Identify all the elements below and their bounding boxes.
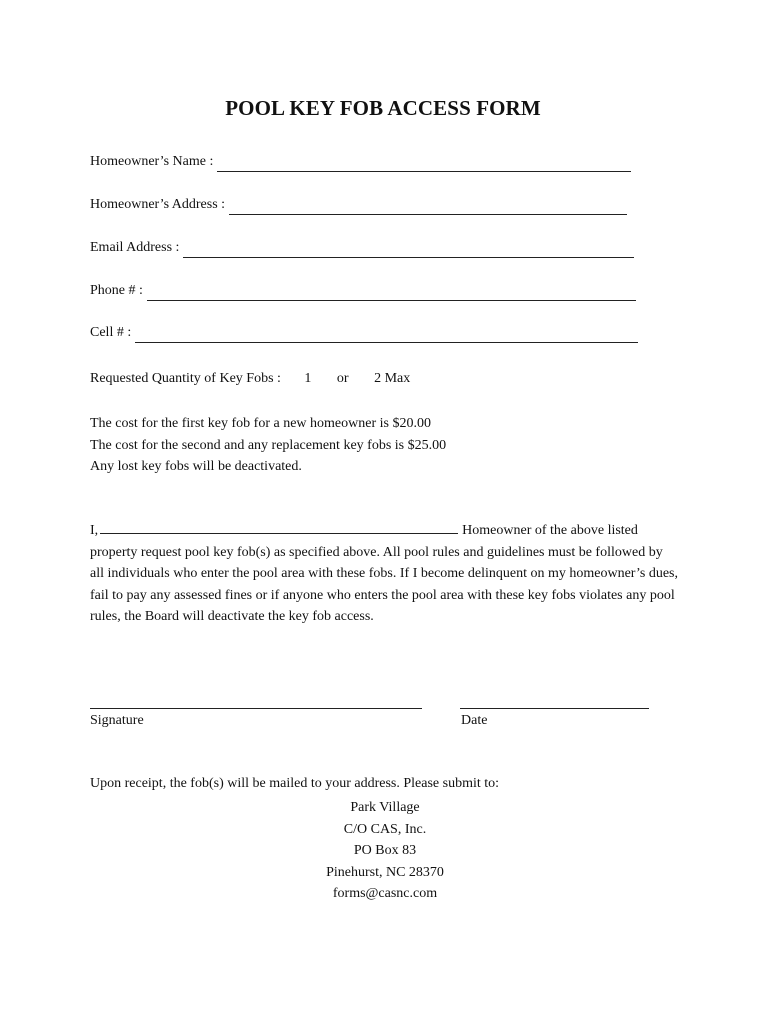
address-line-4: Pinehurst, NC 28370 — [326, 864, 444, 880]
cell-label: Cell # : — [90, 325, 132, 340]
phone-label: Phone # : — [90, 283, 143, 298]
homeowner-name-field — [90, 152, 631, 172]
email-address-line[interactable] — [183, 243, 634, 258]
address-line-1: Park Village — [350, 800, 420, 815]
quantity-or-text: or — [336, 371, 349, 386]
homeowner-address-label: Homeowner’s Address : — [90, 197, 226, 212]
cell-line[interactable] — [135, 328, 638, 343]
address-line-2: C/O CAS, Inc. — [343, 821, 427, 837]
signature-line[interactable] — [90, 707, 422, 709]
date-line[interactable] — [460, 707, 649, 709]
mailing-address — [0, 797, 770, 905]
phone-field — [90, 281, 636, 301]
cost-line-lost: Any lost key fobs will be deactivated. — [90, 459, 302, 474]
homeowner-address-line[interactable] — [229, 200, 627, 215]
quantity-row — [90, 371, 410, 387]
homeowner-name-line[interactable] — [217, 157, 631, 172]
cost-line-second: The cost for the second and any replacement key fobs is $25.00 — [90, 437, 447, 453]
statement-prefix: I, — [90, 523, 99, 538]
statement-name-line[interactable] — [100, 520, 458, 534]
statement-body: property request pool key fob(s) as specified above. All pool rules and guidelines must be followed by all individuals who enter the pool area with these fobs. If I become delinquent on my homeowner’s dues, fail to pay any assessed fines or if anyone who enters the pool area with these key fobs violates any pool rules, the Board will deactivate the key fob access. — [90, 544, 678, 624]
quantity-option-2[interactable]: 2 Max — [374, 371, 411, 386]
statement-suffix: Homeowner of the above listed — [462, 523, 638, 538]
homeowner-address-field — [90, 195, 627, 215]
cell-field — [90, 323, 638, 343]
submit-instructions: Upon receipt, the fob(s) will be mailed to your address. Please submit to: — [90, 776, 500, 791]
email-address-field — [90, 238, 634, 258]
homeowner-statement — [90, 520, 680, 628]
address-line-3: PO Box 83 — [353, 843, 417, 858]
quantity-option-1[interactable]: 1 — [304, 371, 312, 386]
form-title: POOL KEY FOB ACCESS FORM — [225, 96, 541, 120]
phone-line[interactable] — [147, 286, 636, 301]
cost-line-first: The cost for the first key fob for a new homeowner is $20.00 — [90, 416, 431, 431]
cost-info — [90, 413, 446, 478]
quantity-label: Requested Quantity of Key Fobs : — [90, 371, 281, 386]
email-address-label: Email Address : — [90, 240, 180, 255]
address-email[interactable]: forms@casnc.com — [332, 886, 438, 901]
signature-label: Signature — [90, 713, 144, 728]
date-label: Date — [461, 713, 488, 728]
homeowner-name-label: Homeowner’s Name : — [90, 154, 214, 169]
